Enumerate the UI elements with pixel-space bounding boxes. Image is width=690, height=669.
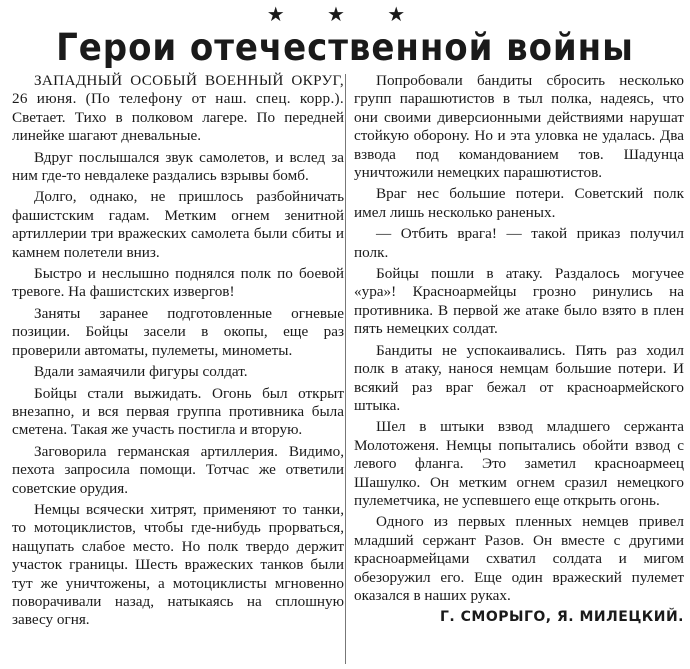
article-paragraph: Вдали замаячили фигуры солдат.: [34, 363, 248, 381]
page-title: Герои отечественной войны: [56, 26, 634, 69]
author-signature: Г. СМОРЫГО, Я. МИЛЕЦКИЙ.: [440, 609, 684, 626]
article-column-left: [12, 72, 344, 633]
article-paragraph: — Отбить врага! — такой приказ получил полк.: [354, 225, 684, 261]
article-paragraph: [12, 72, 344, 146]
article-column-right: [354, 72, 684, 630]
article-paragraph: Заняты заранее подготовленные огневые позиции. Бойцы засели в окопы, еще раз проверили автоматы, пулеметы, минометы.: [12, 304, 344, 359]
ornament-stars: ★ ★ ★: [266, 2, 424, 26]
column-divider: [345, 74, 346, 664]
dateline: ЗАПАДНЫЙ ОСОБЫЙ ВОЕННЫЙ ОКРУГ, 26 июня. (По телефону от наш. спец. корр.).: [12, 72, 344, 108]
article-paragraph: Бандиты не успокаивались. Пять раз ходил полк в атаку, нанося немцам большие потери. И всякий раз враг бежал от красноармейского штыка.: [354, 341, 684, 414]
article-paragraph: Заговорила германская артиллерия. Видимо, пехота запросила помощи. Тотчас же ответили советские орудия.: [12, 442, 344, 497]
article-paragraph: Бойцы пошли в атаку. Раздалось могучее «ура»! Красноармейцы грозно ринулись на противника. В первой же атаке было взято в плен пять немецких солдат.: [354, 265, 684, 338]
article-paragraph: Долго, однако, не пришлось разбойничать фашистским гадам. Метким огнем зенитной артиллерии три вражеских самолета были сбиты и камнем полетели вниз.: [12, 188, 344, 261]
article-paragraph: Немцы всячески хитрят, применяют то танки, то мотоциклистов, чтобы где-нибудь прорваться, нащупать слабое место. Но полк твердо держит участок границы. Шесть вражеских танков были тут же уничтожены, а мотоциклисты мгновенно поворачивали назад, натыкаясь на сплошную завесу огня.: [12, 500, 344, 629]
article-paragraph: Быстро и неслышно поднялся полк по боевой тревоге. На фашистских извергов!: [12, 265, 344, 301]
paragraph-text: Светает. Тихо в полковом лагере. По передней линейке шагают дневальные.: [12, 108, 344, 145]
article-paragraph: Попробовали бандиты сбросить несколько групп парашютистов в тыл полка, надеясь, что они своими диверсионными действиями нарушат стойкую оборону. Но и эта уловка не удалась. Два взвода под командованием тов. Шадунца уничтожили немецких парашютистов.: [354, 72, 684, 182]
article-paragraph: Вдруг послышался звук самолетов, и вслед за ним где-то невдалеке раздались взрывы бомб.: [12, 148, 344, 185]
article-paragraph: Враг нес большие потери. Советский полк имел лишь несколько раненых.: [354, 185, 684, 221]
article-paragraph: Шел в штыки взвод младшего сержанта Молотоженя. Немцы попытались обойти взвод с левого фланга. Это заметил красноармеец Шашулко. Он метким огнем сразил немецкого пулеметчика, не успевшего еще открыть огонь.: [354, 418, 684, 509]
article-paragraph: Одного из первых пленных немцев привел младший сержант Разов. Он вместе с другими красноармейцами схватил солдата и мигом обезоружил его. Еще один вражеский пулемет оказался в наших руках.: [354, 513, 684, 604]
article-paragraph: Бойцы стали выжидать. Огонь был открыт внезапно, и вся первая группа противника была сметена. Такая же участь постигла и вторую.: [12, 384, 344, 439]
